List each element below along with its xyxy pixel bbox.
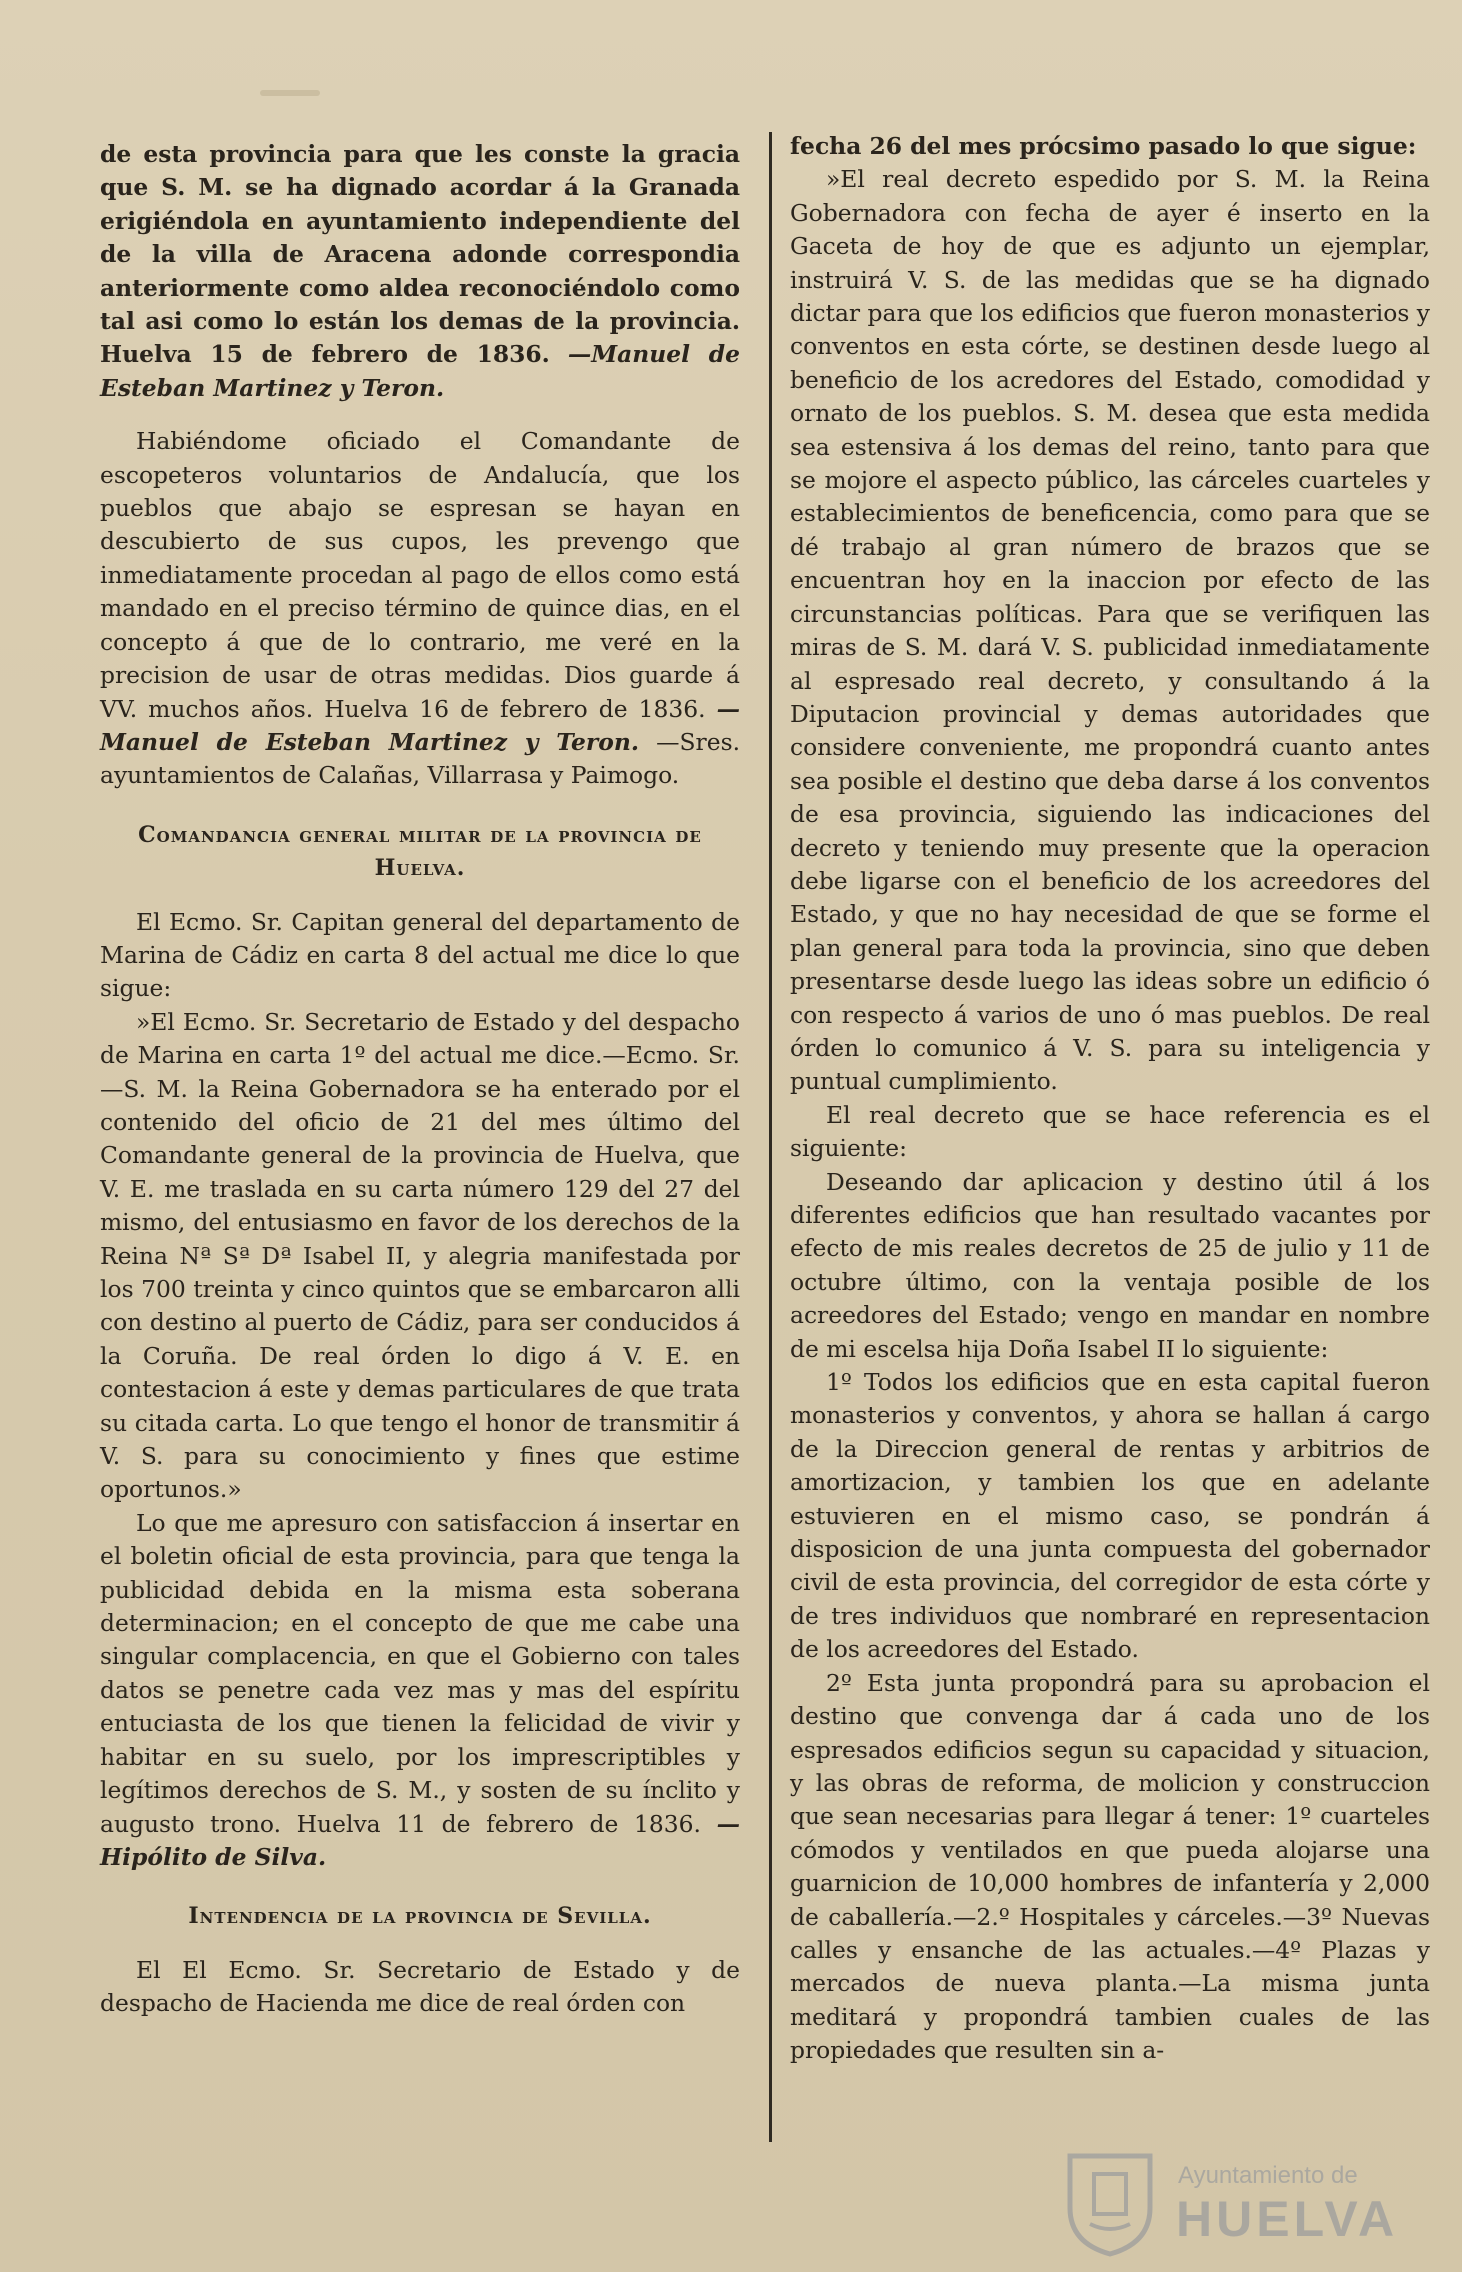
paragraph-text: Habiéndome oficiado el Comandante de escopeteros voluntarios de Andalucía, que los pueblos que abajo se espresan se hayan en descubierto de sus cupos, les prevengo que inmediatamente procedan al pago de ellos como está mandado en el preciso término de quince dias, en el concepto á que de lo contrario, me veré en la precision de usar de otras medidas. Dios guarde á VV. muchos años. Huelva 16 de febrero de 1836. <box>100 427 740 723</box>
paragraph-capitan: El Ecmo. Sr. Capitan general del departamento de Marina de Cádiz en carta 8 del actual me dice lo que sigue: <box>100 907 740 1003</box>
paragraph-secretario: »El Ecmo. Sr. Secretario de Estado y del despacho de Marina en carta 1º del actual me dice.—Ecmo. Sr.—S. M. la Reina Gobernadora se ha enterado por el contenido del oficio de 21 del mes último del Comandante general de la provincia de Huelva, que V. E. me traslada en su carta número 129 del 27 del mismo, del entusiasmo en favor de los derechos de la Reina Nª Sª Dª Isabel II, y alegria manifestada por los 700 treinta y cinco quintos que se embarcaron alli con destino al puerto de Cádiz, para ser conducidos á la Coruña. De real órden lo digo á V. E. en contestacion á este y demas particulares de que trata su citada carta. Lo que tengo el honor de transmitir á V. S. para su conocimiento y fines que estime oportunos.» <box>100 1007 740 1504</box>
paragraph-granada <box>100 138 740 405</box>
section-heading: Intendencia de la provincia de Sevilla. <box>188 1903 652 1930</box>
watermark-line1: Ayuntamiento de <box>1178 2162 1358 2189</box>
paragraph-deseando: Deseando dar aplicacion y destino útil á los diferentes edificios que han resultado vacantes por efecto de mis reales decretos de 25 de julio y 11 de octubre último, con la ventaja posible de los acreedores del Estado; vengo en mandar en nombre de mi escelsa hija Doña Isabel II lo siguiente: <box>790 1167 1430 1363</box>
right-column <box>790 130 1430 2068</box>
paragraph-apresuro <box>100 1507 740 1874</box>
signature: —Manuel de Esteban Martinez y Teron. <box>100 340 740 402</box>
watermark-logo <box>1060 2148 1450 2258</box>
paper-stain <box>260 90 320 96</box>
paragraph-fecha: fecha 26 del mes prócsimo pasado lo que sigue: <box>790 132 1417 160</box>
signature: —Hipólito de Silva. <box>100 1809 741 1871</box>
paragraph-article-1: 1º Todos los edificios que en esta capital fueron monasterios y conventos, y ahora se hallan á cargo de la Direccion general de rentas y arbitrios de amortizacion, y tambien los que en adelante estuvieren en el mismo caso, se pondrán á disposicion de una junta compuesta del gobernador civil de esta provincia, del corregidor de esta córte y de tres individuos que nombraré en representacion de los acreedores del Estado. <box>790 1368 1430 1664</box>
paragraph-text: —Sres. ayuntamientos de Calañas, Villarrasa y Paimogo. <box>100 727 741 790</box>
paragraph-text: Lo que me apresuro con satisfaccion á insertar en el boletin oficial de esta provincia, para que tenga la publicidad debida en la misma esta soberana determinacion; en el concepto de que me cabe una singular complacencia, en que el Gobierno con tales datos se penetre cada vez mas y mas del espíritu entuciasta de los que tienen la felicidad de vivir y habitar en su suelo, por los imprescriptibles y legítimos derechos de S. M., y sosten de su ínclito y augusto trono. Huelva 11 de febrero de 1836. <box>100 1508 740 1838</box>
section-heading: Comandancia general militar de la provincia de Huelva. <box>138 821 702 882</box>
column-divider <box>769 132 772 2142</box>
paragraph-escopeteros <box>100 425 740 792</box>
watermark-line2: HUELVA <box>1176 2191 1399 2247</box>
signature: —Manuel de Esteban Martinez y Teron. <box>100 694 740 756</box>
paragraph-referencia: El real decreto que se hace referencia es el siguiente: <box>790 1100 1430 1163</box>
left-column <box>100 138 740 2021</box>
paragraph-real-decreto: »El real decreto espedido por S. M. la Reina Gobernadora con fecha de ayer é inserto en la Gaceta de hoy de que es adjunto un ejemplar, instruirá V. S. de las medidas que se ha dignado dictar para que los edificios que fueron monasterios y conventos en esta córte, se destinen desde luego al beneficio de los acredores del Estado, comodidad y ornato de los pueblos. S. M. desea que esta medida sea estensiva á los demas del reino, tanto para que se mojore el aspecto público, las cárceles cuarteles y establecimientos de beneficencia, como para que se dé trabajo al gran número de brazos que se encuentran hoy en la inaccion por efecto de las circunstancias políticas. Para que se verifiquen las miras de S. M. dará V. S. publicidad inmediatamente al espresado real decreto, y consultando á la Diputacion provincial y demas autoridades que considere conveniente, me propondrá cuanto antes sea posible el destino que deba darse á los conventos de esa provincia, siguiendo las indicaciones del decreto y teniendo muy presente que la operacion debe ligarse con el beneficio de los acreedores del Estado, y que no hay necesidad de que se forme el plan general para toda la provincia, sino que deben presentarse desde luego las ideas sobre un edificio ó con respecto á varios de uno ó mas pueblos. De real órden lo comunico á V. S. para su inteligencia y puntual cumplimiento. <box>790 165 1430 1096</box>
shield-icon <box>1060 2148 1160 2258</box>
paragraph-text: de esta provincia para que les conste la gracia que S. M. se ha dignado acordar á la Granada erigiéndola en ayuntamiento independiente del de la villa de Aracena adonde correspondia anteriormente como aldea reconociéndolo como tal asi como lo están los demas de la provincia. Huelva 15 de febrero de 1836. <box>100 140 740 369</box>
paragraph-hacienda: El El Ecmo. Sr. Secretario de Estado y de despacho de Hacienda me dice de real órden con <box>100 1955 740 2018</box>
paragraph-article-2: 2º Esta junta propondrá para su aprobacion el destino que convenga dar á cada uno de los espresados edificios segun su capacidad y situacion, y las obras de reforma, de molicion y construccion que sean necesarias para llegar á tener: 1º cuarteles cómodos y ventilados en que pueda alojarse una guarnicion de 10,000 hombres de infantería y 2,000 de caballería.—2.º Hospitales y cárceles.—3º Nuevas calles y ensanche de las actuales.—4º Plazas y mercados de nueva planta.—La misma junta meditará y propondrá tambien cuales de las propiedades que resulten sin a- <box>790 1668 1430 2065</box>
